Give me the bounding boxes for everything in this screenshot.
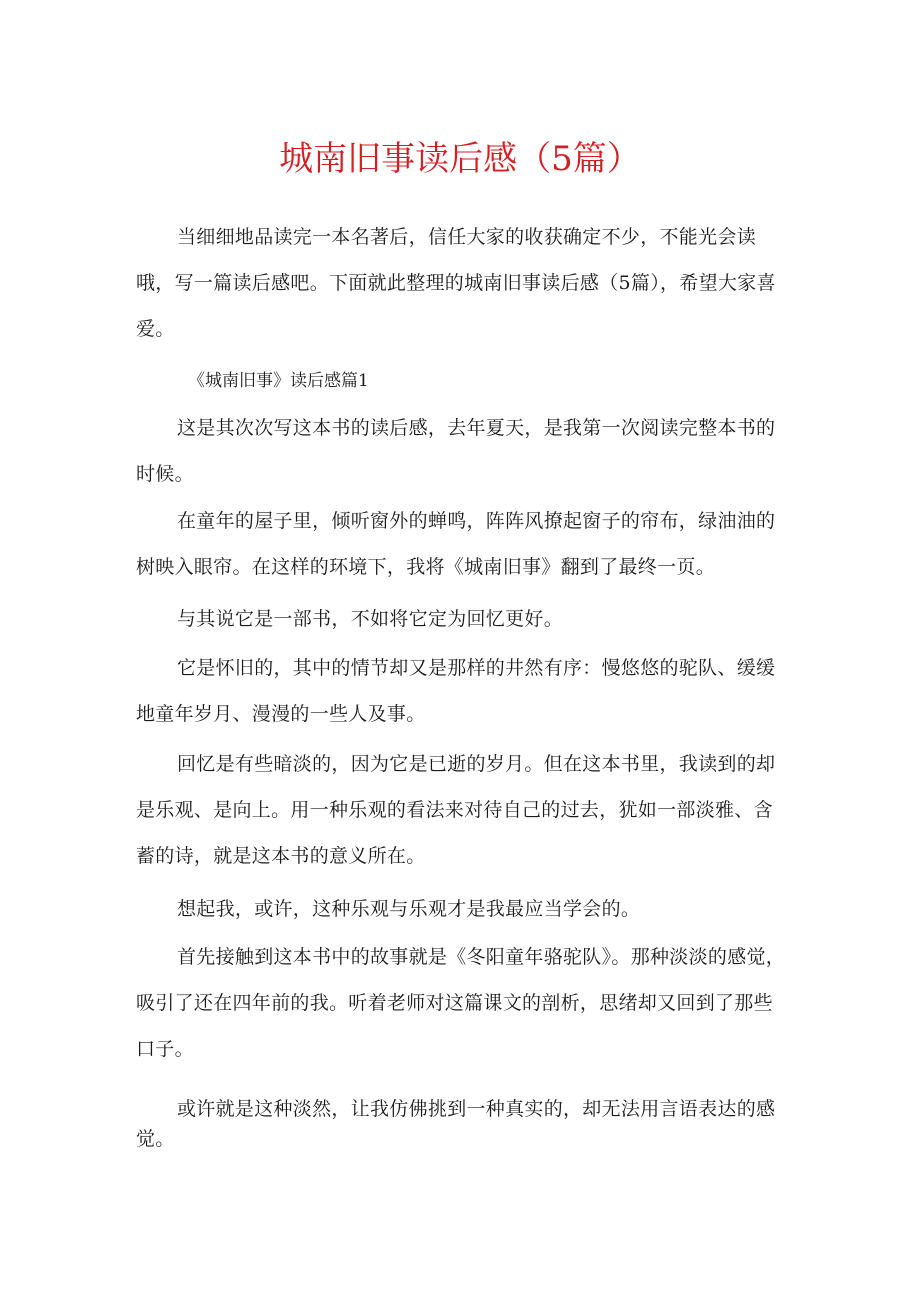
body-paragraph-7: 首先接触到这本书中的故事就是《冬阳童年骆驼队》。那种淡淡的感觉，吸引了还在四年前的我。听着老师对这篇课文的剖析，思绪却又回到了那些口子。 [136, 946, 786, 1060]
body-paragraph-5: 回忆是有些暗淡的，因为它是已逝的岁月。但在这本书里，我读到的却是乐观、是向上。用一种乐观的看法来对待自己的过去，犹如一部淡雅、含蓄的诗，就是这本书的意义所在。 [136, 753, 776, 867]
intro-paragraph: 当细细地品读完一本名著后，信任大家的收获确定不少，不能光会读哦，写一篇读后感吧。下面就此整理的城南旧事读后感（5篇），希望大家喜爱。 [136, 226, 776, 340]
body-paragraph-4: 它是怀旧的，其中的情节却又是那样的井然有序：慢悠悠的驼队、缓缓地童年岁月、漫漫的一些人及事。 [136, 657, 776, 725]
section-heading: 《城南旧事》读后感篇1 [188, 371, 369, 391]
document-title: 城南旧事读后感（5篇） [279, 139, 641, 179]
body-paragraph-1: 这是其次次写这本书的读后感，去年夏天，是我第一次阅读完整本书的时候。 [136, 417, 776, 485]
body-paragraph-8: 或许就是这种淡然，让我仿佛挑到一种真实的，却无法用言语表达的感觉。 [136, 1098, 776, 1150]
body-paragraph-2: 在童年的屋子里，倾听窗外的蝉鸣，阵阵风撩起窗子的帘布，绿油油的树映入眼帘。在这样的环境下，我将《城南旧事》翻到了最终一页。 [136, 510, 776, 578]
body-paragraph-3: 与其说它是一部书，不如将它定为回忆更好。 [177, 608, 564, 630]
body-paragraph-6: 想起我，或许，这种乐观与乐观才是我最应当学会的。 [177, 898, 641, 920]
